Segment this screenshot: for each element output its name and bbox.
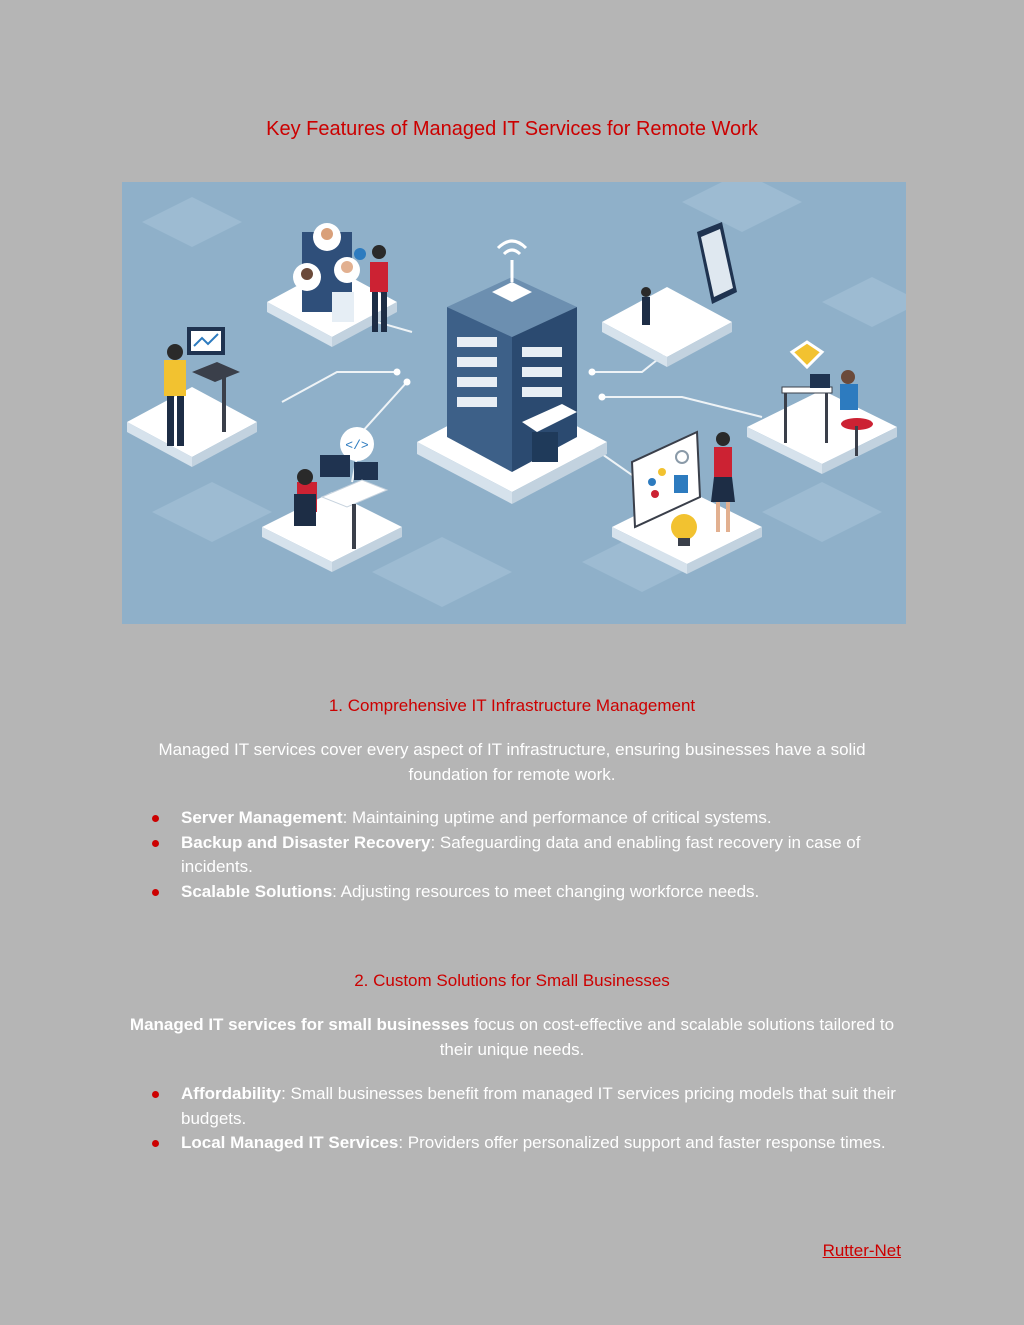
- list-item-text: : Providers offer personalized support and faster response times.: [398, 1133, 886, 1152]
- svg-text:</>: </>: [345, 438, 369, 453]
- bullet-icon: [152, 1140, 159, 1147]
- list-item-term: Local Managed IT Services: [181, 1133, 399, 1152]
- list-item: [150, 880, 902, 905]
- list-item-text: : Safeguarding data and enabling fast recovery in case of incidents.: [181, 832, 861, 876]
- feature-list-infrastructure: [150, 806, 902, 904]
- section-intro-infrastructure: [122, 738, 902, 787]
- section-intro-small-business: [122, 1013, 902, 1062]
- list-item: [150, 1082, 902, 1131]
- list-item: [150, 1131, 902, 1156]
- list-item-term: Server Management: [181, 808, 343, 827]
- bullet-icon: [152, 840, 159, 847]
- bullet-icon: [152, 889, 159, 896]
- list-item-term: Backup and Disaster Recovery: [181, 832, 431, 852]
- intro-text: Managed IT services cover every aspect of IT infrastructure, ensuring businesses have a solid foundation for remote work.: [158, 740, 866, 784]
- list-item: [150, 806, 902, 831]
- list-item-text: : Maintaining uptime and performance of critical systems.: [342, 808, 772, 827]
- feature-list-small-business: [150, 1082, 902, 1156]
- section-heading-small-business: 2. Custom Solutions for Small Businesses: [354, 971, 670, 990]
- intro-bold: Managed IT services for small businesses: [129, 1015, 470, 1034]
- footer-link-rutter-net[interactable]: Rutter-Net: [822, 1241, 901, 1260]
- hero-illustration: [122, 182, 906, 624]
- page-title: Key Features of Managed IT Services for Remote Work: [266, 118, 758, 140]
- intro-text: focus on cost-effective and scalable solutions tailored to their unique needs.: [439, 1015, 895, 1059]
- list-item-text: : Adjusting resources to meet changing workforce needs.: [332, 881, 760, 901]
- list-item: [150, 831, 902, 880]
- list-item-term: Scalable Solutions: [181, 881, 333, 901]
- list-item-term: Affordability: [181, 1084, 282, 1103]
- bullet-icon: [152, 1091, 159, 1098]
- section-heading-infrastructure: 1. Comprehensive IT Infrastructure Management: [328, 696, 696, 715]
- bullet-icon: [152, 815, 159, 822]
- list-item-text: : Small businesses benefit from managed IT services pricing models that suit their budgets.: [181, 1084, 896, 1128]
